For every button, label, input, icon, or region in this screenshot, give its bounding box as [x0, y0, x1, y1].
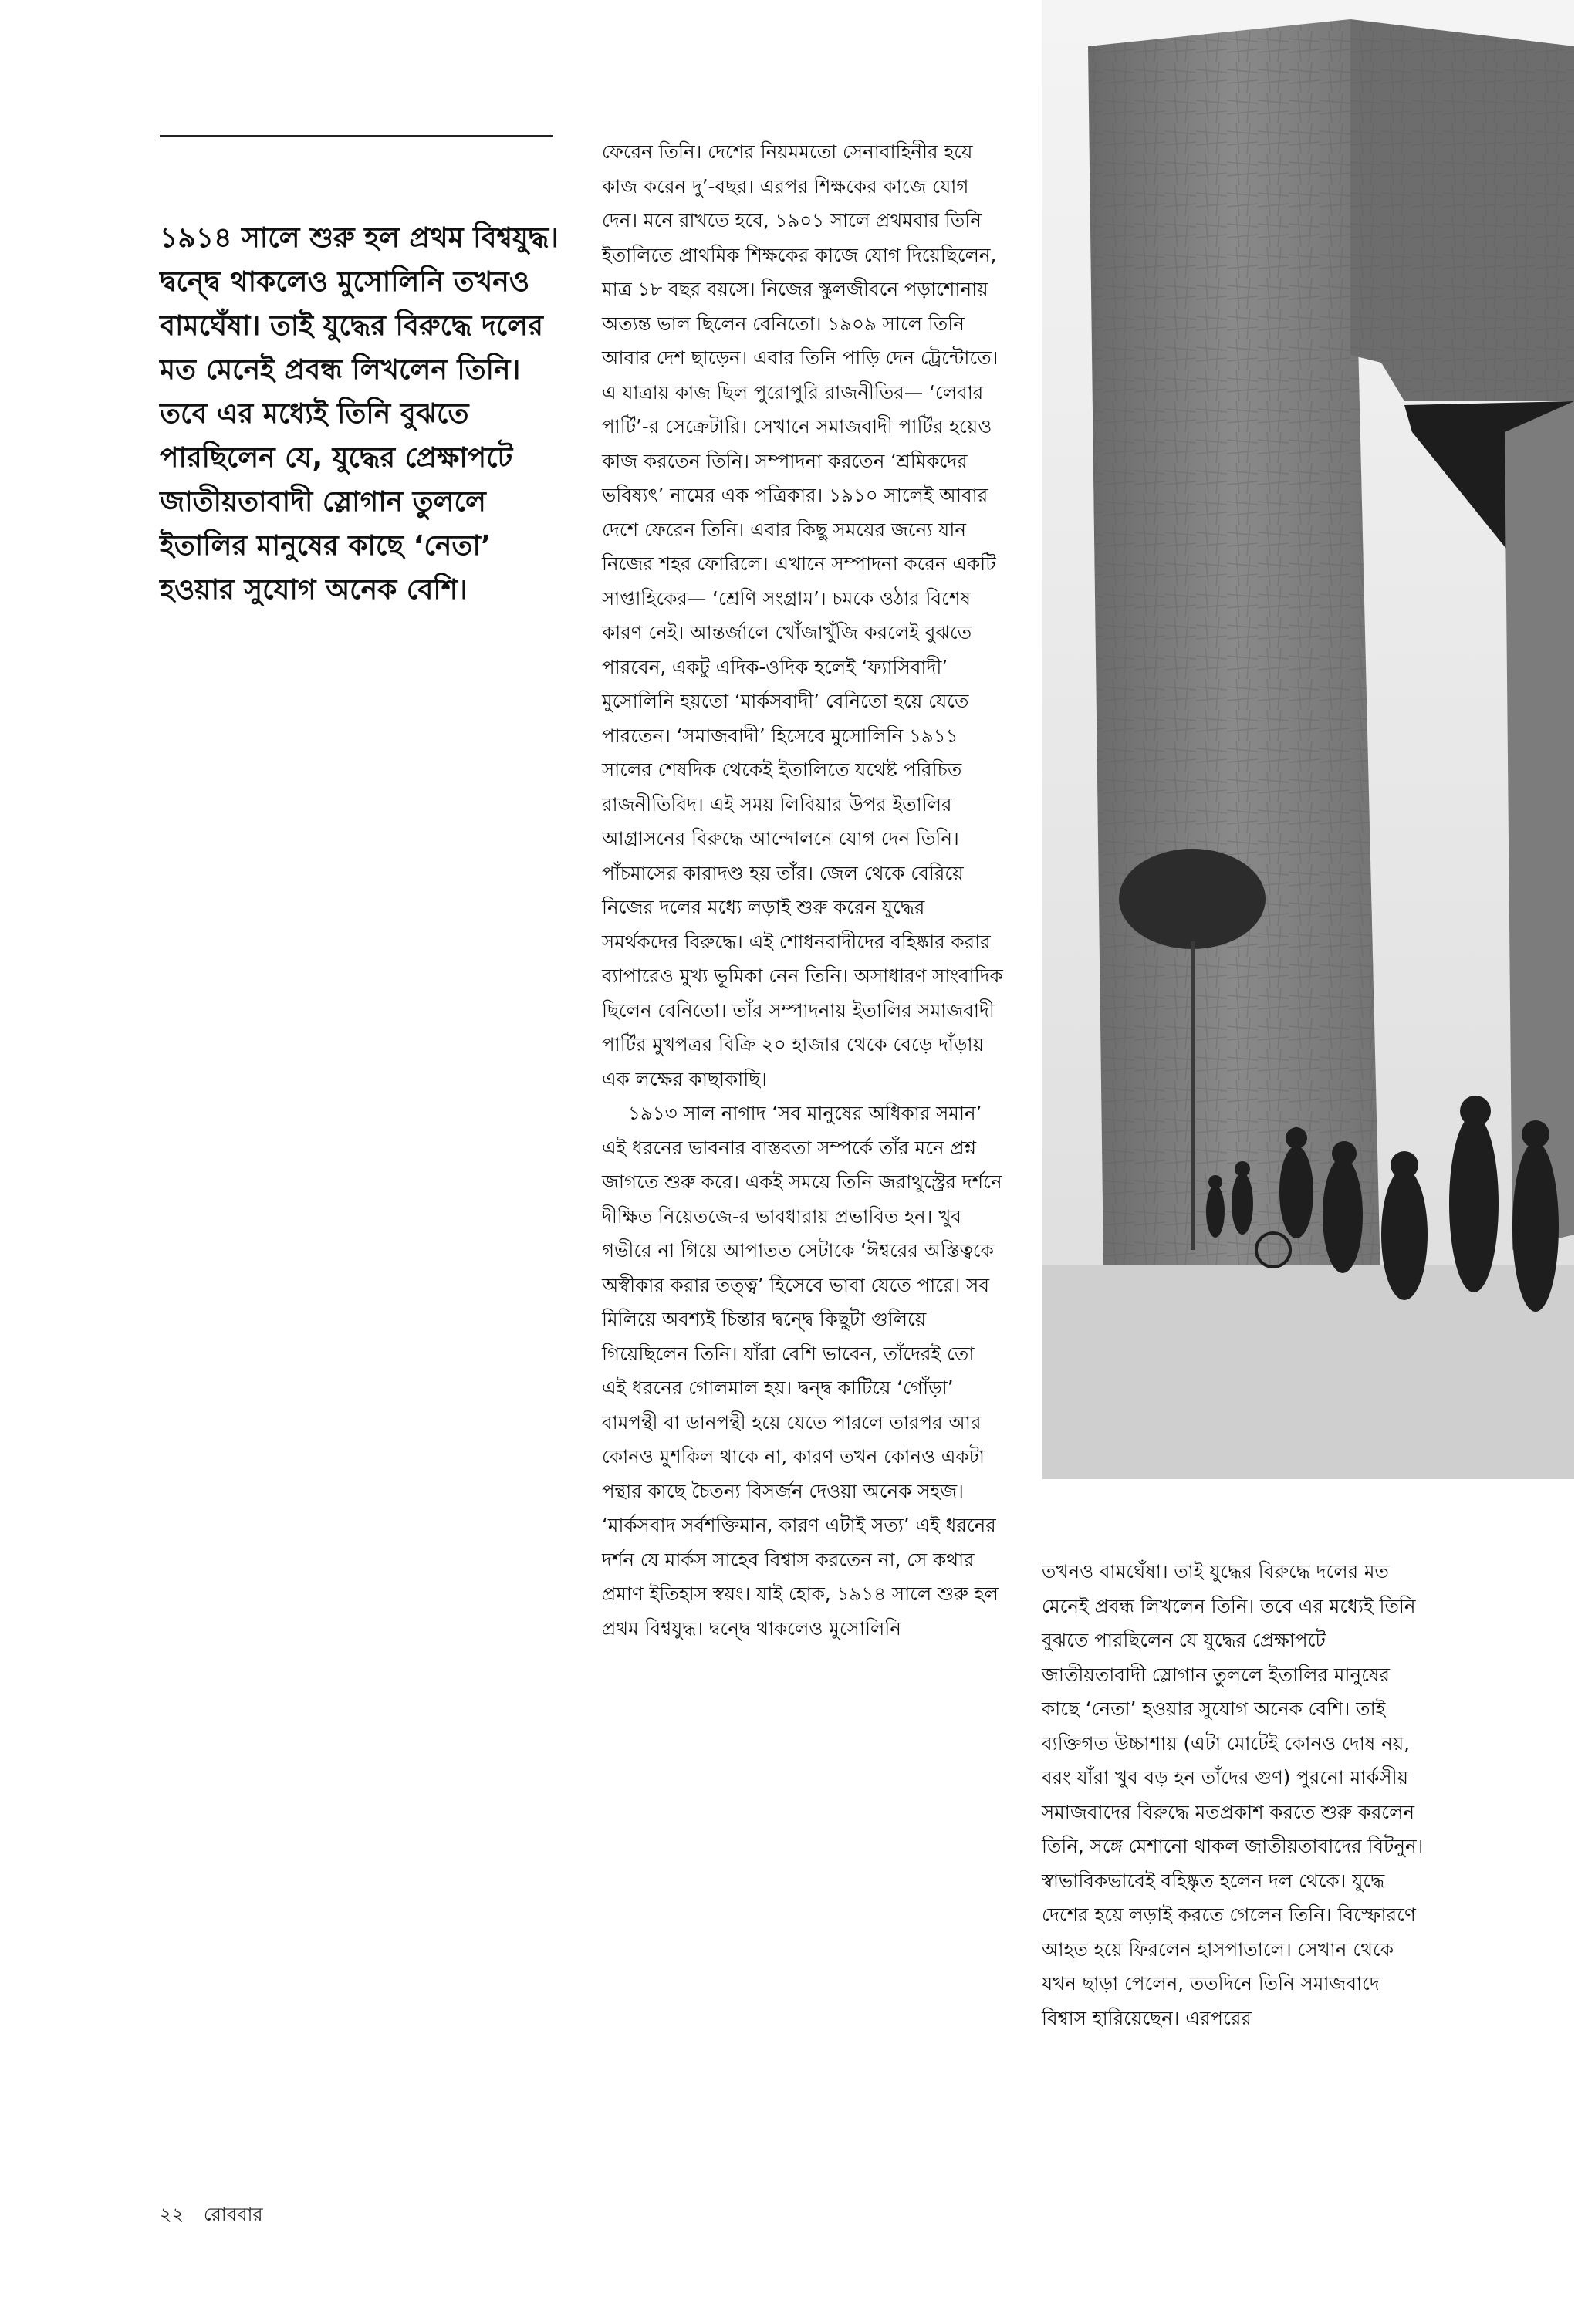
historical-photo: [1042, 0, 1574, 1479]
pullquote-rule: [160, 135, 553, 137]
page-footer: [160, 2201, 277, 2231]
pullquote-text: ১৯১৪ সালে শুরু হল প্রথম বিশ্বযুদ্ধ। দ্বন্দ্বে থাকলেও মুসোলিনি তখনও বামঘেঁষা। তাই যুদ্ধের বিরুদ্ধে দলের মত মেনেই প্রবন্ধ লিখলেন তিনি। তবে এর মধ্যেই তিনি বুঝতে পারছিলেন যে, যুদ্ধের প্রেক্ষাপটে জাতীয়তাবাদী স্লোগান তুললে ইতালির মানুষের কাছে ‘নেতা’ হওয়ার সুযোগ অনেক বেশি।: [160, 222, 559, 606]
article-paragraph: ১৯১৩ সাল নাগাদ ‘সব মানুষের অধিকার সমান’ এই ধরনের ভাবনার বাস্তবতা সম্পর্কে তাঁর মনে প্রশ্ন জাগতে শুরু করে। একই সময়ে তিনি জরাথুস্ট্রের দর্শনে দীক্ষিত নিয়েতজে-র ভাবধারায় প্রভাবিত হন। খুব গভীরে না গিয়ে আপাতত সেটাকে ‘ঈশ্বরের অস্তিত্বকে অস্বীকার করার তত্ত্ব’ হিসেবে ভাবা যেতে পারে। সব মিলিয়ে অবশ্যই চিন্তার দ্বন্দ্বে কিছুটা গুলিয়ে গিয়েছিলেন তিনি। যাঁরা বেশি ভাবেন, তাঁদেরই তো এই ধরনের গোলমাল হয়। দ্বন্দ্ব কাটিয়ে ‘গোঁড়া’ বামপন্থী বা ডানপন্থী হয়ে যেতে পারলে তারপর আর কোনও মুশকিল থাকে না, কারণ তখন কোনও একটা পন্থার কাছে চৈতন্য বিসর্জন দেওয়া অনেক সহজ। ‘মার্কসবাদ সর্বশক্তিমান, কারণ এটাই সত্য’ এই ধরনের দর্শন যে মার্কস সাহেব বিশ্বাস করতেন না, সে কথার প্রমাণ ইতিহাস স্বয়ং। যাই হোক, ১৯১৪ সালে শুরু হল প্রথম বিশ্বযুদ্ধ। দ্বন্দ্বে থাকলেও মুসোলিনি: [602, 1102, 1002, 1640]
monument-photo-image: [1042, 0, 1574, 1479]
article-paragraph: তখনও বামঘেঁষা। তাই যুদ্ধের বিরুদ্ধে দলের মত মেনেই প্রবন্ধ লিখলেন তিনি। তবে এর মধ্যেই তিনি বুঝতে পারছিলেন যে যুদ্ধের প্রেক্ষাপটে জাতীয়তাবাদী স্লোগান তুললে ইতালির মানুষের কাছে ‘নেতা’ হওয়ার সুযোগ অনেক বেশি। তাই ব্যক্তিগত উচ্চাশায় (এটা মোটেই কোনও দোষ নয়, বরং যাঁরা খুব বড় হন তাঁদের গুণ) পুরনো মার্কসীয় সমাজবাদের বিরুদ্ধে মতপ্রকাশ করতে শুরু করলেন তিনি, সঙ্গে মেশানো থাকল জাতীয়তাবাদের বিটনুন। স্বাভাবিকভাবেই বহিষ্কৃত হলেন দল থেকে। যুদ্ধে দেশের হয়ে লড়াই করতে গেলেন তিনি। বিস্ফোরণে আহত হয়ে ফিরলেন হাসপাতালে। সেখান থেকে যখন ছাড়া পেলেন, ততদিনে তিনি সমাজবাদে বিশ্বাস হারিয়েছেন। এরপরের: [1042, 1560, 1424, 2029]
article-paragraph: ফেরেন তিনি। দেশের নিয়মমতো সেনাবাহিনীর হয়ে কাজ করেন দু’-বছর। এরপর শিক্ষকের কাজে যোগ দেন। মনে রাখতে হবে, ১৯০১ সালে প্রথমবার তিনি ইতালিতে প্রাথমিক শিক্ষকের কাজে যোগ দিয়েছিলেন, মাত্র ১৮ বছর বয়সে। নিজের স্কুলজীবনে পড়াশোনায় অত্যন্ত ভাল ছিলেন বেনিতো। ১৯০৯ সালে তিনি আবার দেশ ছাড়েন। এবার তিনি পাড়ি দেন ট্রেন্টোতে। এ যাত্রায় কাজ ছিল পুরোপুরি রাজনীতির— ‘লেবার পার্টি’-র সেক্রেটারি। সেখানে সমাজবাদী পার্টির হয়েও কাজ করতেন তিনি। সম্পাদনা করতেন ‘শ্রমিকদের ভবিষ্যৎ’ নামের এক পত্রিকার। ১৯১০ সালেই আবার দেশে ফেরেন তিনি। এবার কিছু সময়ের জন্যে যান নিজের শহর ফোরিলে। এখানে সম্পাদনা করেন একটি সাপ্তাহিকের— ‘শ্রেণি সংগ্রাম’। চমকে ওঠার বিশেষ কারণ নেই। আন্তর্জালে খোঁজাখুঁজি করলেই বুঝতে পারবেন, একটু এদিক-ওদিক হলেই ‘ফ্যাসিবাদী’ মুসোলিনি হয়তো ‘মার্কসবাদী’ বেনিতো হয়ে যেতে পারতেন। ‘সমাজবাদী’ হিসেবে মুসোলিনি ১৯১১ সালের শেষদিক থেকেই ইতালিতে যথেষ্ট পরিচিত রাজনীতিবিদ। এই সময় লিবিয়ার উপর ইতালির আগ্রাসনের বিরুদ্ধে আন্দোলনে যোগ দেন তিনি। পাঁচমাসের কারাদণ্ড হয় তাঁর। জেল থেকে বেরিয়ে নিজের দলের মধ্যে লড়াই শুরু করেন যুদ্ধের সমর্থকদের বিরুদ্ধে। এই শোধনবাদীদের বহিষ্কার করার ব্যাপারেও মুখ্য ভূমিকা নেন তিনি। অসাধারণ সাংবাদিক ছিলেন বেনিতো। তাঁর সম্পাদনায় ইতালির সমাজবাদী পার্টির মুখপত্রর বিক্রি ২০ হাজার থেকে বেড়ে দাঁড়ায় এক লক্ষের কাছাকাছি।: [602, 140, 1003, 1090]
article-column-right: [1042, 1555, 1428, 2035]
article-column-middle: [602, 135, 1003, 1646]
page-number: ২২: [160, 2204, 184, 2225]
magazine-name: রোববার: [203, 2204, 263, 2225]
pullquote: [160, 216, 561, 612]
